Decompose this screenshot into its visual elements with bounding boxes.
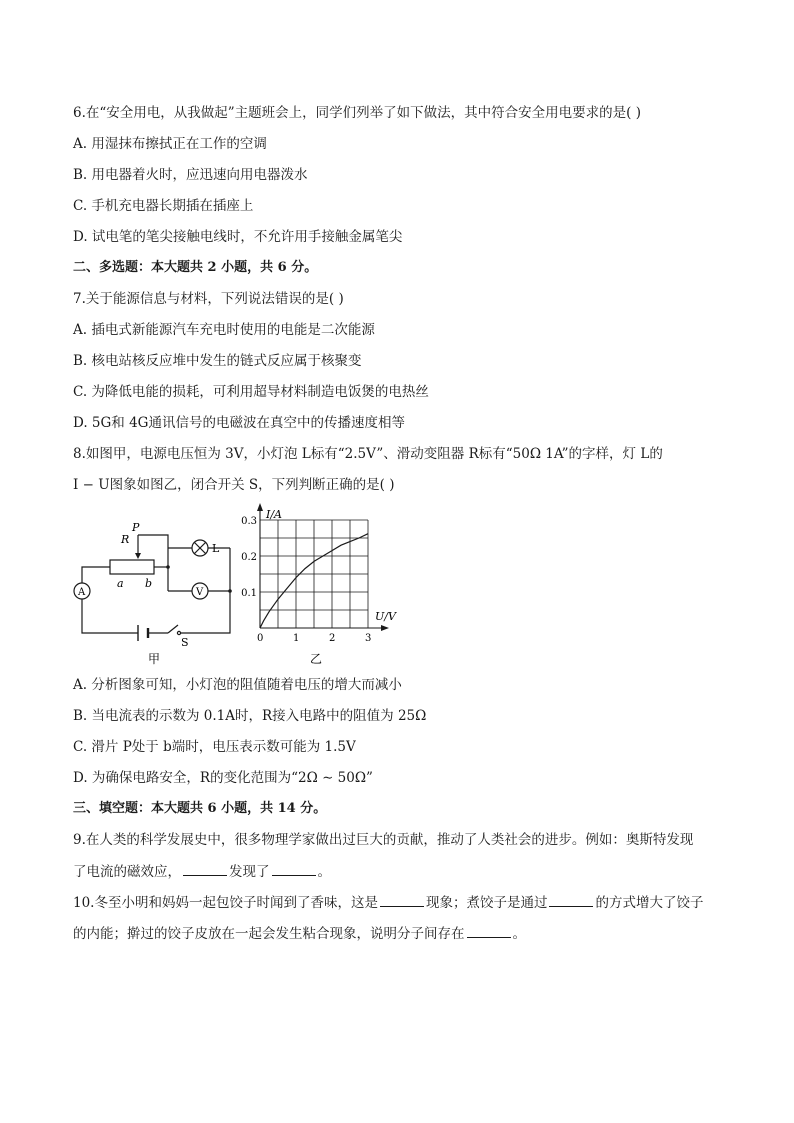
q9-blank-2[interactable] (272, 861, 316, 876)
chart-caption: 乙 (310, 652, 323, 666)
q8-option-d: D. 为确保电路安全，R的变化范围为“2Ω ∼ 50Ω” (73, 770, 373, 786)
q10-text-e: 。 (512, 926, 526, 942)
q10-text-d: 的内能；擀过的饺子皮放在一起会发生粘合现象，说明分子间存在 (73, 926, 465, 942)
circuit-label-a: a (117, 577, 124, 590)
q6-option-d: D. 试电笔的笔尖接触电线时，不允许用手接触金属笔尖 (73, 229, 403, 245)
q8-stem-line1: 8.如图甲，电源电压恒为 3V，小灯泡 L标有“2.5V”、滑动变阻器 R标有“50Ω 1A”的字样，灯 L的 (73, 446, 663, 462)
circuit-caption: 甲 (148, 652, 161, 666)
q6-option-c: C. 手机充电器长期插在插座上 (73, 198, 254, 214)
q7-option-c: C. 为降低电能的损耗，可利用超导材料制造电饭煲的电热丝 (73, 384, 429, 400)
y-tick-label: 0.1 (241, 588, 257, 599)
q8-stem-line2: I − U图象如图乙，闭合开关 S，下列判断正确的是( ) (73, 477, 395, 493)
q6-option-b: B. 用电器着火时，应迅速向用电器泼水 (73, 167, 308, 183)
q10-blank-3[interactable] (467, 923, 511, 938)
q9-line1: 9.在人类的科学发展史中，很多物理学家做出过巨大的贡献，推动了人类社会的进步。例如：奥斯特发现 (73, 832, 694, 848)
q9-text-a: 了电流的磁效应， (73, 864, 181, 880)
iu-chart (241, 500, 414, 672)
circuit-label-switch: S (181, 636, 189, 649)
q7-option-d: D. 5G和 4G通讯信号的电磁波在真空中的传播速度相等 (73, 415, 405, 431)
q10-blank-1[interactable] (380, 892, 424, 907)
x-tick-label: 2 (329, 633, 336, 644)
q9-text-c: 。 (317, 864, 331, 880)
q9-text-b: 发现了 (229, 864, 270, 880)
q8-option-a: A. 分析图象可知，小灯泡的阻值随着电压的增大而减小 (73, 677, 402, 693)
q8-option-b: B. 当电流表的示数为 0.1A时，R接入电路中的阻值为 25Ω (73, 708, 427, 724)
circuit-label-lamp: L (212, 542, 220, 555)
voltmeter-symbol: V (196, 587, 204, 598)
q6-stem: 6.在“安全用电，从我做起”主题班会上，同学们列举了如下做法，其中符合安全用电要求的是( ) (73, 105, 642, 121)
circuit-diagram (68, 515, 248, 670)
x-tick-label: 3 (365, 633, 372, 644)
q8-option-c: C. 滑片 P处于 b端时，电压表示数可能为 1.5V (73, 739, 356, 755)
x-tick-label: 0 (257, 633, 264, 644)
ammeter-symbol: A (78, 587, 86, 598)
y-axis-label: I/A (266, 508, 282, 521)
y-tick-label: 0.2 (241, 552, 257, 563)
q10-blank-2[interactable] (549, 892, 593, 907)
circuit-label-b: b (145, 577, 153, 590)
q7-option-a: A. 插电式新能源汽车充电时使用的电能是二次能源 (73, 322, 375, 338)
section-fill-in-heading: 三、填空题：本大题共 6 小题，共 14 分。 (73, 801, 327, 816)
y-tick-label: 0.3 (241, 516, 257, 527)
x-axis-label: U/V (375, 610, 396, 623)
q10-text-b: 现象；煮饺子是通过 (425, 895, 548, 911)
q6-option-a: A. 用湿抹布擦拭正在工作的空调 (73, 136, 267, 152)
circuit-label-r: R (121, 533, 130, 546)
q10-text-a: 10.冬至小明和妈妈一起包饺子时闻到了香味，这是 (73, 895, 378, 911)
q10-text-c: 的方式增大了饺子 (595, 895, 704, 911)
x-tick-label: 1 (293, 633, 300, 644)
q7-option-b: B. 核电站核反应堆中发生的链式反应属于核聚变 (73, 353, 362, 369)
section-multiple-choice-heading: 二、多选题：本大题共 2 小题，共 6 分。 (73, 260, 318, 275)
circuit-label-p: P (132, 521, 140, 534)
q9-blank-1[interactable] (183, 861, 227, 876)
q9-line2 (73, 861, 733, 882)
q7-stem: 7.关于能源信息与材料，下列说法错误的是( ) (73, 291, 344, 307)
q10-line2 (73, 923, 733, 944)
q10-line1 (73, 892, 733, 913)
